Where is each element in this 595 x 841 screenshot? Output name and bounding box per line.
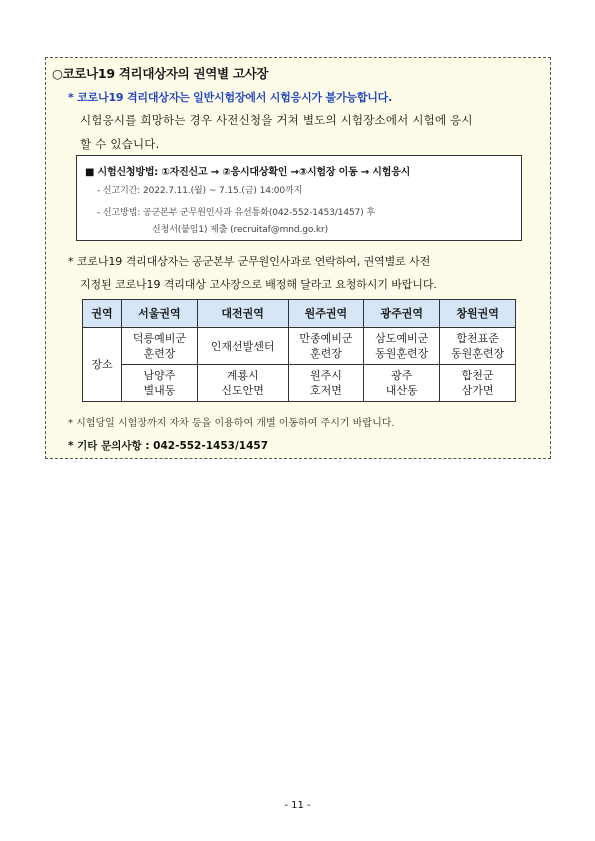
cell-line: 동원훈련장 [451,347,505,360]
note-line-2: 지정된 코로나19 격리대상 고사장으로 배정해 달라고 요청하시기 바랍니다. [80,278,437,291]
page-number: - 11 - [284,800,311,811]
table-cell [364,328,440,365]
table-cell [440,365,516,402]
method-how-continued: 신청서(붙임1) 제출 (recruitaf@mnd.go.kr) [152,225,329,235]
cell-line: 광주 [391,369,413,382]
header-cell: 광주권역 [364,300,440,328]
cell-line: 삼도예비군 [375,332,429,345]
header-cell: 대전권역 [197,300,288,328]
table-cell [364,365,440,402]
cell-line: 합천군 [461,369,494,382]
application-method-box [76,155,522,241]
method-title: ■ 시험신청방법: ①자진신고 → ②응시대상확인 →③시험장 이동 → 시험응시 [85,167,411,178]
cell-line: 훈련장 [309,347,342,360]
note-line-1: * 코로나19 격리대상자는 공군본부 군무원인사과로 연락하여, 권역별로 사전 [68,255,431,268]
travel-note: * 시험당일 시험장까지 자차 등을 이용하여 개별 이동하여 주시기 바랍니다. [68,418,395,429]
region-table [82,299,516,402]
table-cell [288,365,364,402]
cell-line: 훈련장 [143,347,176,360]
cell-line: 합천표준 [456,332,499,345]
notice-box [45,57,551,459]
cell-line: 내산동 [385,384,418,397]
warning-line: * 코로나19 격리대상자는 일반시험장에서 시험응시가 불가능합니다. [68,91,393,104]
section-heading: ○코로나19 격리대상자의 권역별 고사장 [52,66,269,81]
cell-line: 원주시 [309,369,342,382]
cell-line: 덕릉예비군 [132,332,186,345]
method-period: - 신고기간: 2022.7.11.(월) ~ 7.15.(금) 14:00까지 [97,186,303,196]
cell-line: 동원훈련장 [375,347,429,360]
cell-line: 계룡시 [226,369,259,382]
row-label-cell: 장소 [83,328,122,402]
cell-line: 별내동 [143,384,176,397]
table-row [83,365,516,402]
cell-line: 인재선발센터 [210,339,275,353]
cell-line: 신도안면 [221,384,264,397]
table-cell [440,328,516,365]
header-cell: 원주권역 [288,300,364,328]
method-how: - 신고방법: 공군본부 군무원인사과 유선통화(042-552-1453/1457) 후 [97,208,375,218]
cell-line: 만종예비군 [299,332,353,345]
table-cell [197,328,288,365]
table-cell [122,328,198,365]
cell-line: 호저면 [309,384,342,397]
table-cell [122,365,198,402]
paragraph-line-2: 할 수 있습니다. [80,137,160,151]
table-row [83,328,516,365]
header-cell: 서울권역 [122,300,198,328]
header-cell: 권역 [83,300,122,328]
header-cell: 창원권역 [440,300,516,328]
cell-line: 남양주 [143,369,176,382]
table-cell [288,328,364,365]
table-cell [197,365,288,402]
paragraph-line-1: 시험응시를 희망하는 경우 사전신청을 거쳐 별도의 시험장소에서 시험에 응시 [80,113,473,127]
cell-line: 삼가면 [461,384,494,397]
table-header-row [83,300,516,328]
inquiry-contact: * 기타 문의사항 : 042-552-1453/1457 [68,440,269,452]
